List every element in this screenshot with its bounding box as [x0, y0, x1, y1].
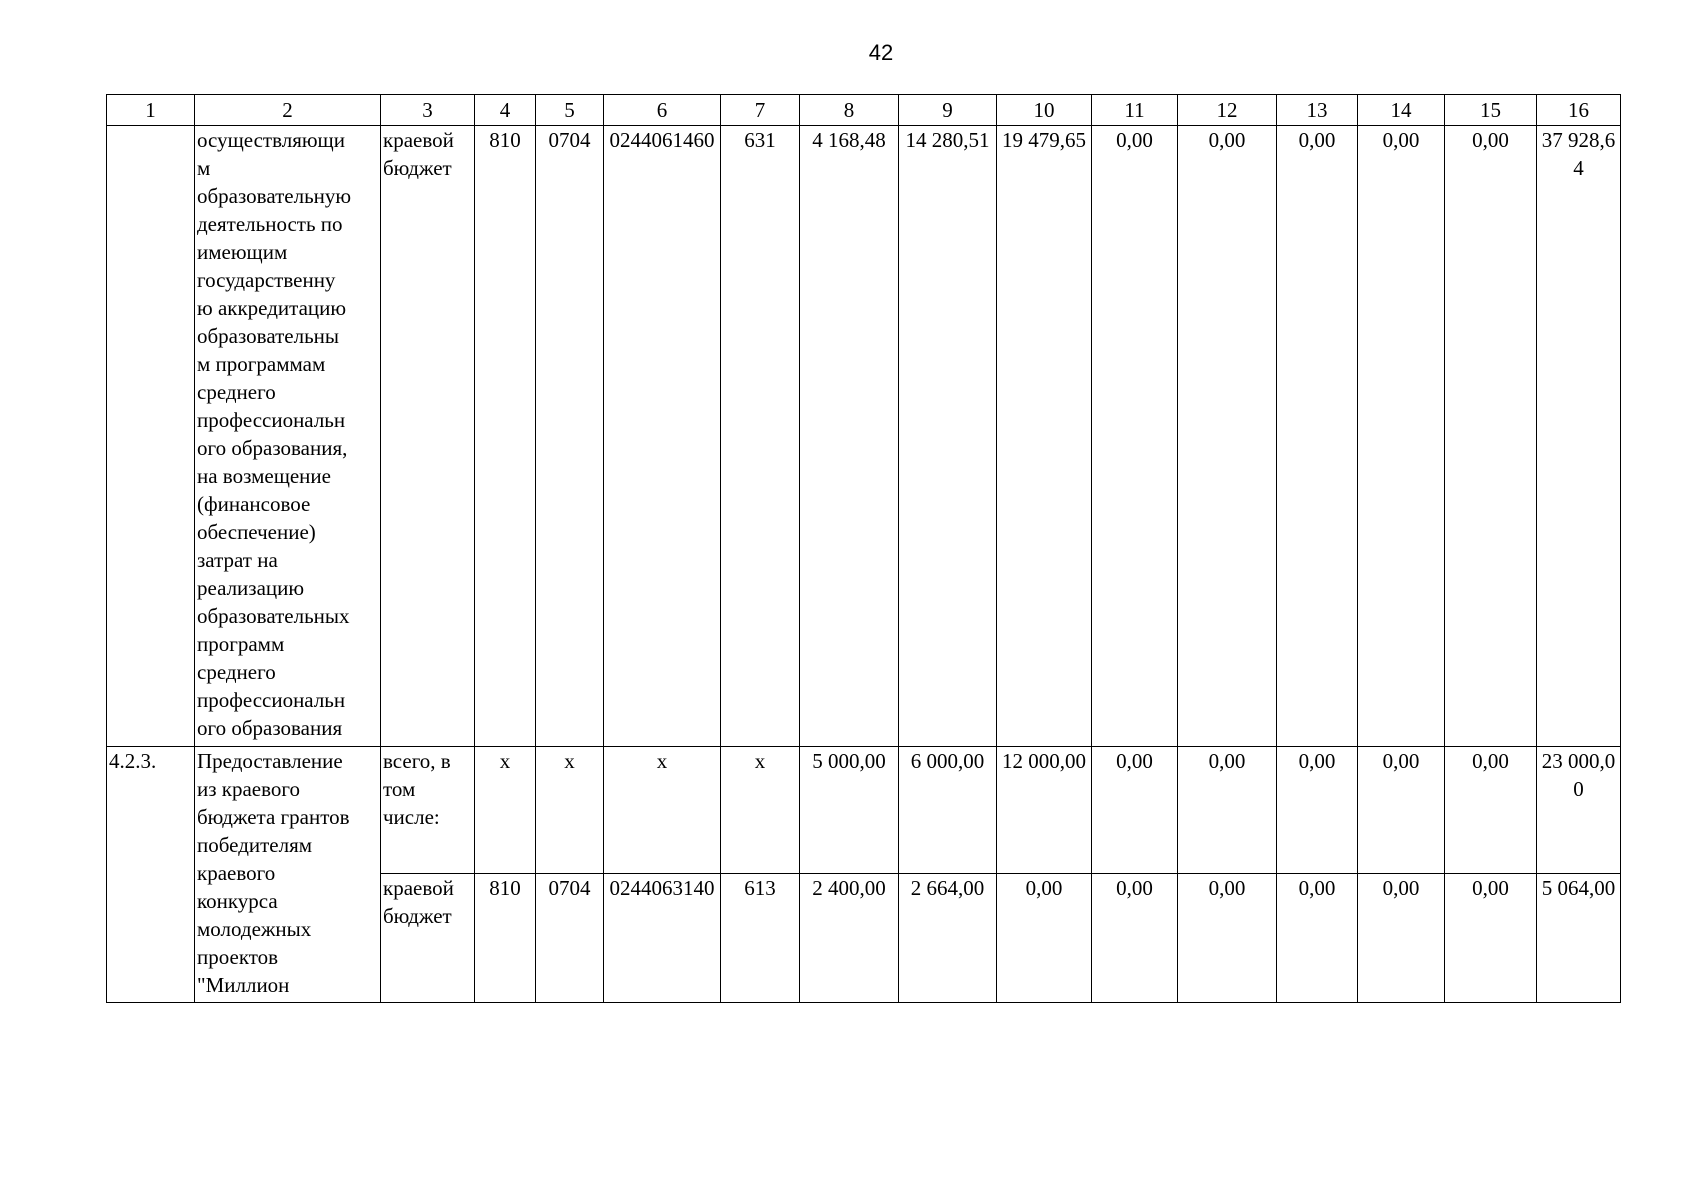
table-header-row	[107, 95, 1621, 126]
code-cell: 0704	[536, 874, 604, 1003]
amount-cell: 12 000,00	[997, 747, 1092, 874]
amount-cell: 5 000,00	[800, 747, 899, 874]
header-cell: 6	[604, 95, 721, 126]
page-number: 42	[868, 40, 894, 65]
header-cell: 2	[195, 95, 381, 126]
amount-cell: 0,00	[1445, 747, 1537, 874]
amount-cell: 0,00	[1277, 874, 1358, 1003]
item-number-cell	[107, 126, 195, 747]
code-cell: х	[604, 747, 721, 874]
total-amount-cell: 5 064,00	[1537, 874, 1621, 1003]
item-name-cell: Предоставление из краевого бюджета грантов победителям краевого конкурса молодежных проектов "Миллион	[195, 747, 381, 1003]
code-cell: 810	[475, 874, 536, 1003]
code-cell: 810	[475, 126, 536, 747]
code-cell: х	[536, 747, 604, 874]
header-cell: 10	[997, 95, 1092, 126]
amount-cell: 0,00	[1092, 126, 1178, 747]
amount-cell: 0,00	[1358, 747, 1445, 874]
amount-cell: 0,00	[997, 874, 1092, 1003]
code-cell: х	[721, 747, 800, 874]
funding-source-cell: всего, в том числе:	[381, 747, 475, 874]
header-cell: 8	[800, 95, 899, 126]
table-row	[107, 126, 1621, 747]
amount-cell: 2 400,00	[800, 874, 899, 1003]
header-cell: 1	[107, 95, 195, 126]
item-number-cell: 4.2.3.	[107, 747, 195, 1003]
code-cell: 0704	[536, 126, 604, 747]
budget-table	[106, 94, 1621, 1003]
header-cell: 4	[475, 95, 536, 126]
amount-cell: 0,00	[1445, 874, 1537, 1003]
total-amount-cell: 23 000,00	[1537, 747, 1621, 874]
amount-cell: 0,00	[1358, 126, 1445, 747]
code-cell: х	[475, 747, 536, 874]
header-cell: 13	[1277, 95, 1358, 126]
header-cell: 14	[1358, 95, 1445, 126]
header-cell: 16	[1537, 95, 1621, 126]
amount-cell: 0,00	[1178, 126, 1277, 747]
header-cell: 7	[721, 95, 800, 126]
header-cell: 9	[899, 95, 997, 126]
code-cell: 0244061460	[604, 126, 721, 747]
funding-source-cell: краевой бюджет	[381, 126, 475, 747]
code-cell: 631	[721, 126, 800, 747]
amount-cell: 19 479,65	[997, 126, 1092, 747]
amount-cell: 0,00	[1277, 126, 1358, 747]
amount-cell: 0,00	[1358, 874, 1445, 1003]
header-cell: 3	[381, 95, 475, 126]
table-row	[107, 747, 1621, 874]
amount-cell: 0,00	[1092, 747, 1178, 874]
amount-cell: 2 664,00	[899, 874, 997, 1003]
header-cell: 11	[1092, 95, 1178, 126]
amount-cell: 4 168,48	[800, 126, 899, 747]
amount-cell: 0,00	[1178, 874, 1277, 1003]
amount-cell: 0,00	[1277, 747, 1358, 874]
amount-cell: 0,00	[1178, 747, 1277, 874]
amount-cell: 0,00	[1445, 126, 1537, 747]
code-cell: 613	[721, 874, 800, 1003]
header-cell: 12	[1178, 95, 1277, 126]
header-cell: 5	[536, 95, 604, 126]
amount-cell: 14 280,51	[899, 126, 997, 747]
total-amount-cell: 37 928,64	[1537, 126, 1621, 747]
header-cell: 15	[1445, 95, 1537, 126]
amount-cell: 6 000,00	[899, 747, 997, 874]
code-cell: 0244063140	[604, 874, 721, 1003]
item-name-cell: осуществляющи м образовательную деятельность по имеющим государственну ю аккредитацию образовательны м программам среднего профессиональн ого образования, на возмещение (финансовое обеспечение) затрат на реализацию образовательных программ среднего профессиональн ого образования	[195, 126, 381, 747]
funding-source-cell: краевой бюджет	[381, 874, 475, 1003]
amount-cell: 0,00	[1092, 874, 1178, 1003]
